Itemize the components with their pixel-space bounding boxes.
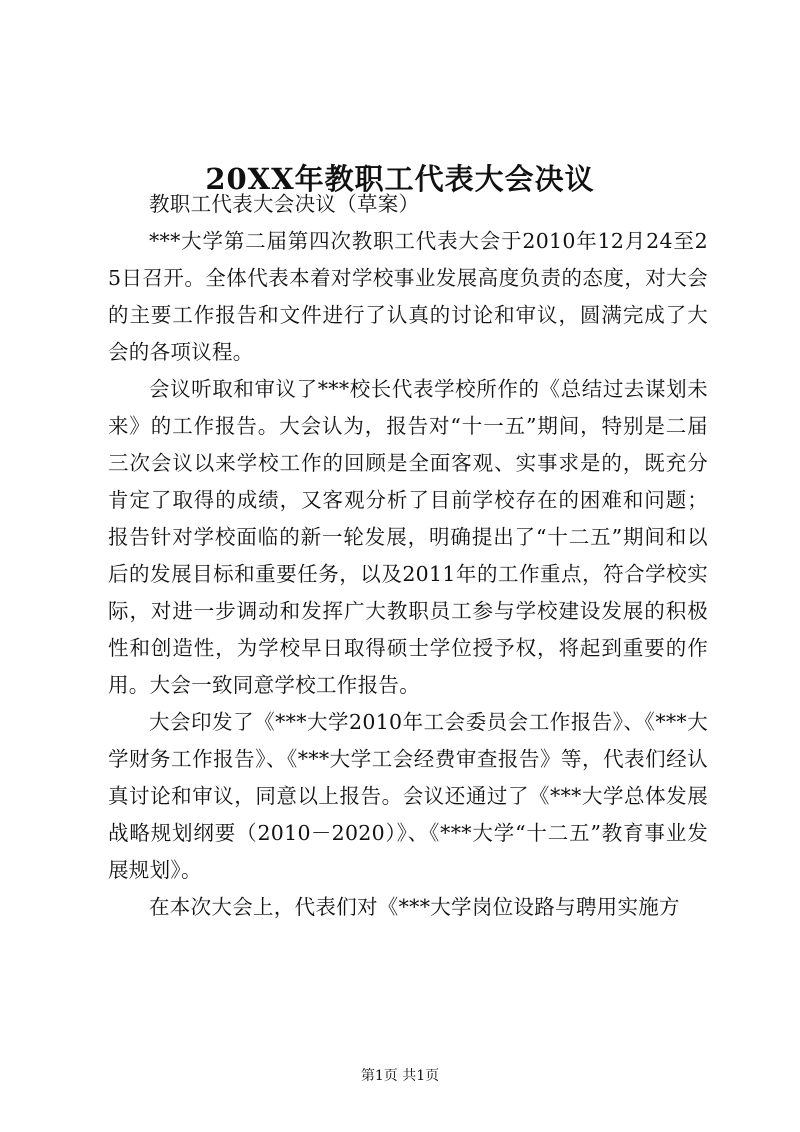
paragraph-reports-approved: 大会印发了《***大学2010年工会委员会工作报告》、《***大学财务工作报告》、《***大学工会经费审查报告》等，代表们经认真讨论和审议，同意以上报告。会议还通过了《***大学总体发展战略规划纲要（2010－2020）》、《***大学“十二五”教育事业发展规划》。: [108, 710, 708, 882]
paragraph-work-report: 会议听取和审议了***校长代表学校所作的《总结过去谋划未来》的工作报告。大会认为，报告对“十一五”期间，特别是二届三次会议以来学校工作的回顾是全面客观、实事求是的，既充分肯定了取得的成绩，又客观分析了目前学校存在的困难和问题；报告针对学校面临的新一轮发展，明确提出了“十二五”期间和以后的发展目标和重要任务，以及2011年的工作重点，符合学校实际，对进一步调动和发挥广大教职员工参与学校建设发展的积极性和创造性，为学校早日取得硕士学位授予权，将起到重要的作用。大会一致同意学校工作报告。: [108, 377, 708, 697]
paragraph-post-setting: 在本次大会上，代表们对《***大学岗位设路与聘用实施方: [149, 895, 680, 919]
document-body: [108, 186, 708, 926]
paragraph-meeting-intro: ***大学第二届第四次教职工代表大会于2010年12月24至25日召开。全体代表本着对学校事业发展高度负责的态度，对大会的主要工作报告和文件进行了认真的讨论和审议，圆满完成了大会的各项议程。: [108, 229, 708, 364]
paragraph-subtitle: 教职工代表大会决议（草案）: [149, 192, 420, 216]
page-footer: 第1页 共1页: [360, 1068, 440, 1084]
document-title: 20XX年教职工代表大会决议: [205, 162, 595, 197]
